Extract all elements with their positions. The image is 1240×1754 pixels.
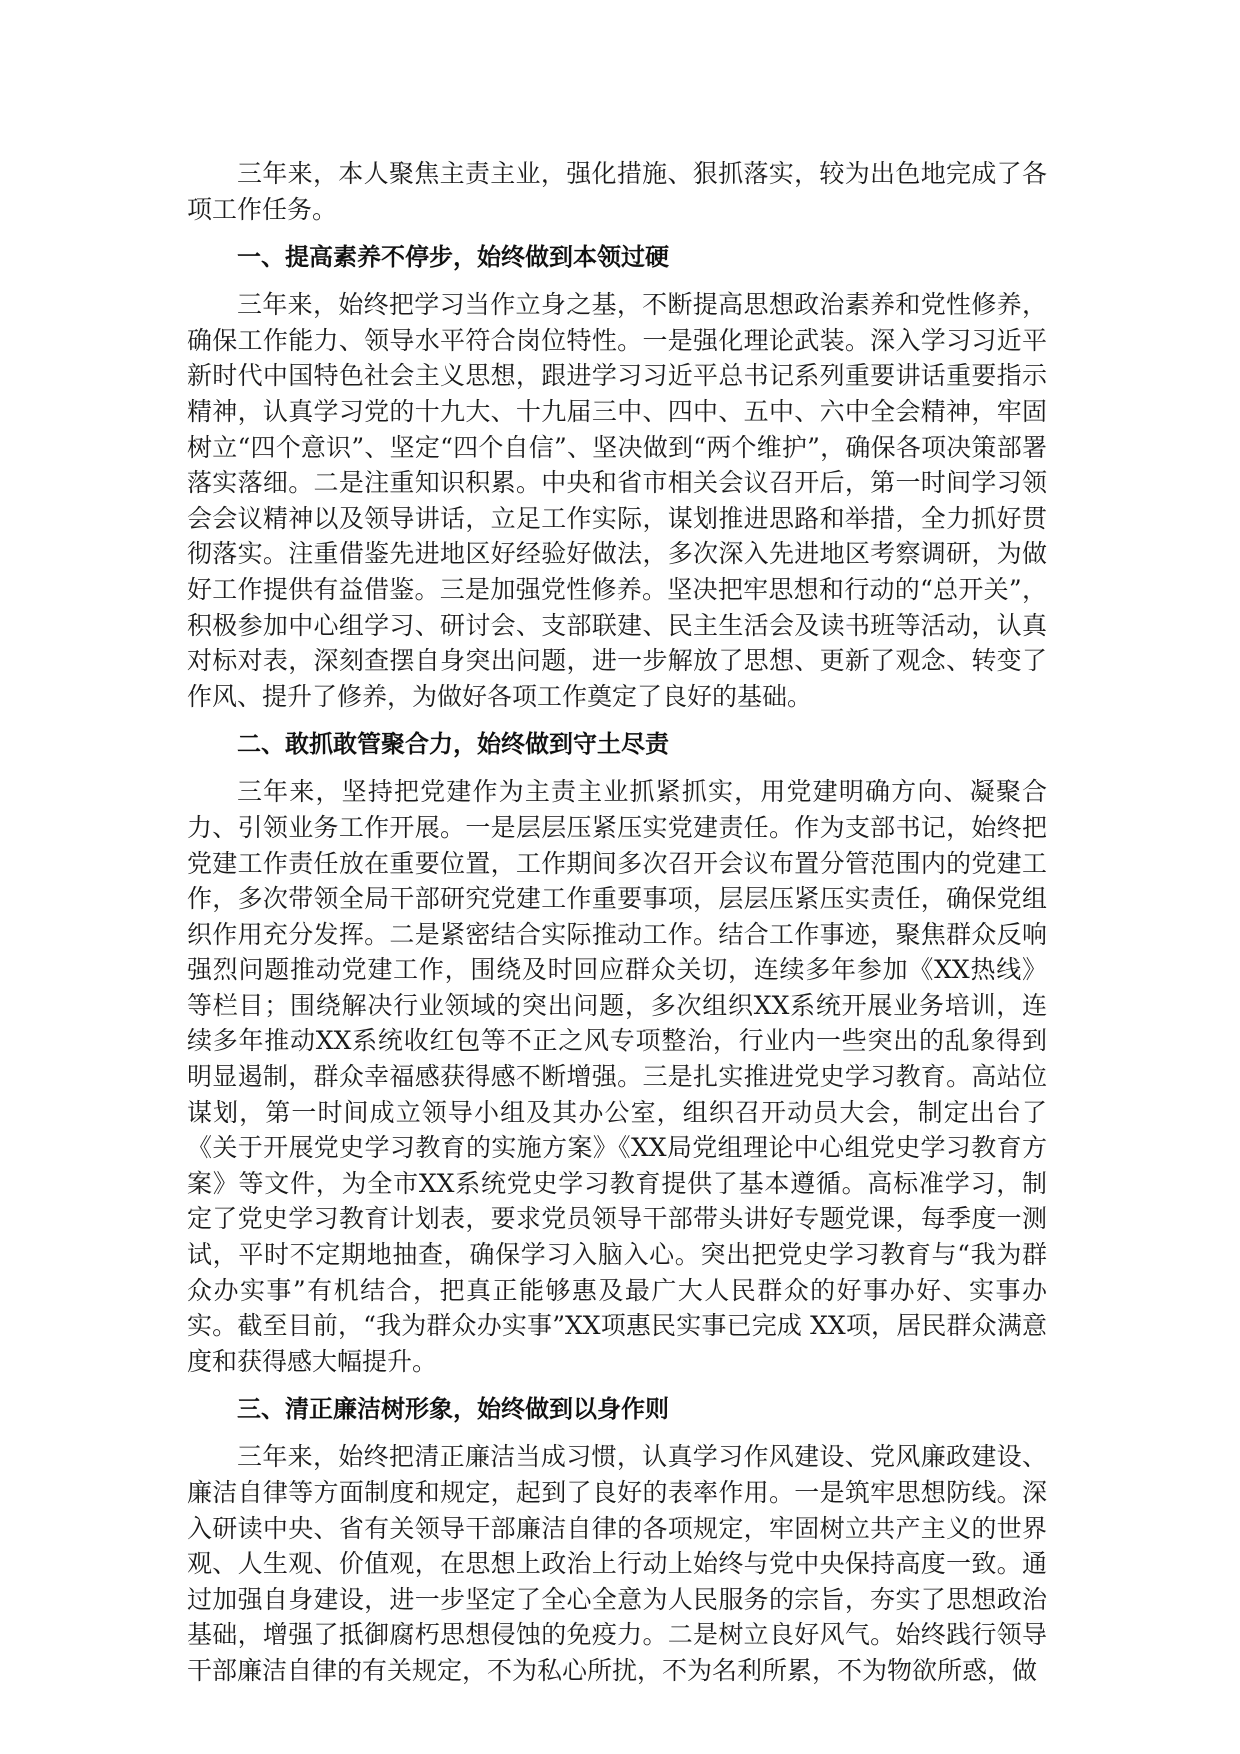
section-3-paragraph: 三年来，始终把清正廉洁当成习惯，认真学习作风建设、党风廉政建设、廉洁自律等方面制度和规定，起到了良好的表率作用。一是筑牢思想防线。深入研读中央、省有关领导干部廉洁自律的各项规定，牢固树立共产主义的世界观、人生观、价值观，在思想上政治上行动上始终与党中央保持高度一致。通过加强自身建设，进一步坚定了全心全意为人民服务的宗旨，夯实了思想政治基础，增强了抵御腐朽思想侵蚀的免疫力。二是树立良好风气。始终践行领导干部廉洁自律的有关规定，不为私心所扰，不为名利所累，不为物欲所惑，做	[187, 1442, 1047, 1685]
section-2-paragraph: 三年来，坚持把党建作为主责主业抓紧抓实，用党建明确方向、凝聚合力、引领业务工作开展。一是层层压紧压实党建责任。作为支部书记，始终把党建工作责任放在重要位置，工作期间多次召开会议布置分管范围内的党建工作，多次带领全局干部研究党建工作重要事项，层层压紧压实责任，确保党组织作用充分发挥。二是紧密结合实际推动工作。结合工作事迹，聚焦群众反响强烈问题推动党建工作，围绕及时回应群众关切，连续多年参加《XX热线》等栏目；围绕解决行业领域的突出问题，多次组织XX系统开展业务培训，连续多年推动XX系统收红包等不正之风专项整治，行业内一些突出的乱象得到明显遏制，群众幸福感获得感不断增强。三是扎实推进党史学习教育。高站位谋划，第一时间成立领导小组及其办公室，组织召开动员大会，制定出台了《关于开展党史学习教育的实施方案》《XX局党组理论中心组党史学习教育方案》等文件，为全市XX系统党史学习教育提供了基本遵循。高标准学习，制定了党史学习教育计划表，要求党员领导干部带头讲好专题党课，每季度一测试，平时不定期地抽查，确保学习入脑入心。突出把党史学习教育与“我为群众办实事”有机结合，把真正能够惠及最广大人民群众的好事办好、实事办实。截至目前，“我为群众办实事”XX项惠民实事已完成 XX项，居民群众满意度和获得感大幅提升。	[187, 777, 1047, 1376]
section-1-heading: 一、提高素养不停步，始终做到本领过硬	[237, 243, 669, 272]
section-1-paragraph: 三年来，始终把学习当作立身之基，不断提高思想政治素养和党性修养，确保工作能力、领导水平符合岗位特性。一是强化理论武装。深入学习习近平新时代中国特色社会主义思想，跟进学习习近平总书记系列重要讲话重要指示精神，认真学习党的十九大、十九届三中、四中、五中、六中全会精神，牢固树立“四个意识”、坚定“四个自信”、坚决做到“两个维护”，确保各项决策部署落实落细。二是注重知识积累。中央和省市相关会议召开后，第一时间学习领会会议精神以及领导讲话，立足工作实际，谋划推进思路和举措，全力抓好贯彻落实。注重借鉴先进地区好经验好做法，多次深入先进地区考察调研，为做好工作提供有益借鉴。三是加强党性修养。坚决把牢思想和行动的“总开关”，积极参加中心组学习、研讨会、支部联建、民主生活会及读书班等活动，认真对标对表，深刻查摆自身突出问题，进一步解放了思想、更新了观念、转变了作风、提升了修养，为做好各项工作奠定了良好的基础。	[187, 290, 1047, 711]
document-body	[187, 156, 1047, 1689]
intro-paragraph: 三年来，本人聚焦主责主业，强化措施、狠抓落实，较为出色地完成了各项工作任务。	[187, 159, 1047, 224]
section-2-heading: 二、敢抓敢管聚合力，始终做到守土尽责	[237, 730, 669, 759]
section-3-heading: 三、清正廉洁树形象，始终做到以身作则	[237, 1395, 669, 1424]
